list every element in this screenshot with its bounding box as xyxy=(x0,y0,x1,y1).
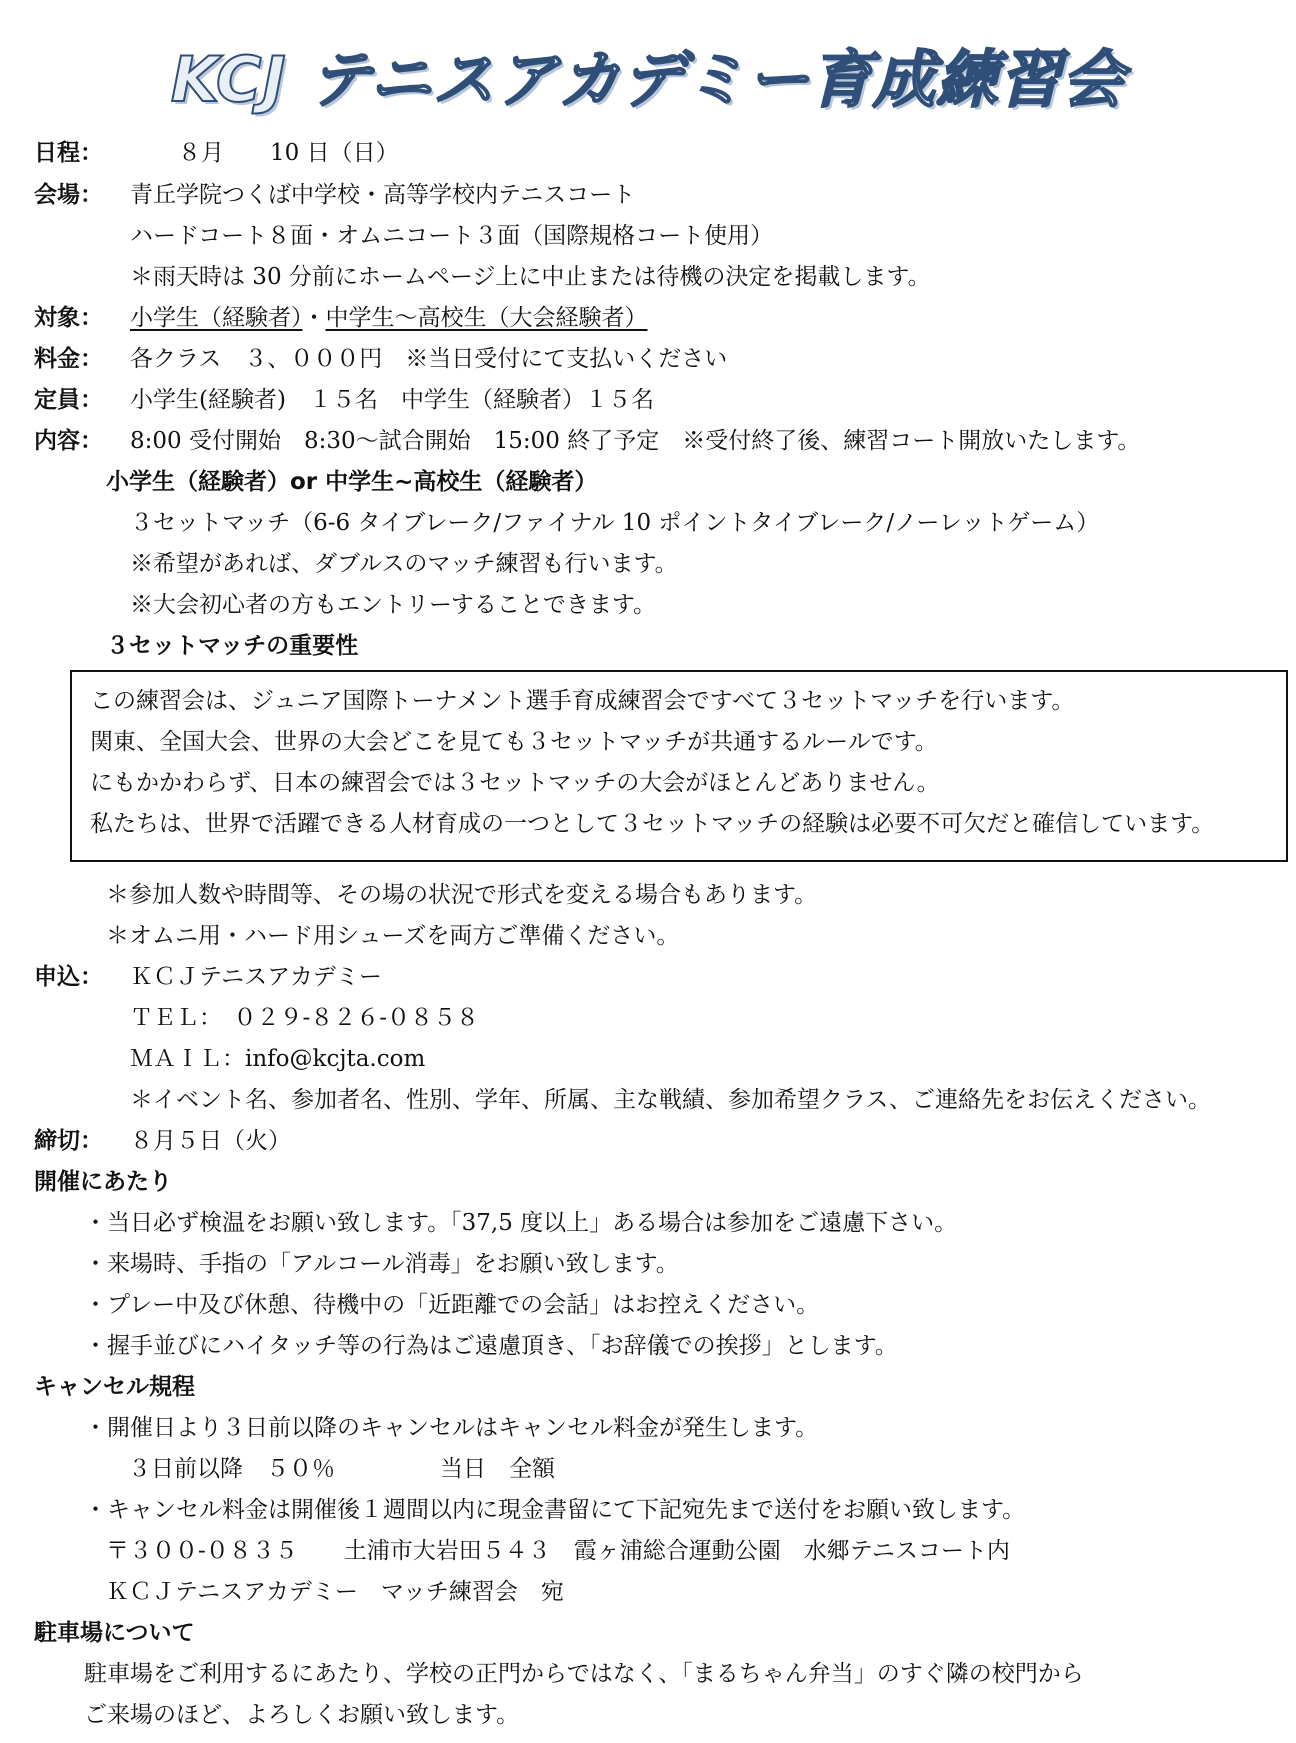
capacity-value: 小学生(経験者) １５名 中学生（経験者）１５名 xyxy=(130,387,654,413)
fee-value: 各クラス ３、０００円 ※当日受付にて支払いください xyxy=(130,346,728,372)
schedule-label: 日程： xyxy=(34,140,103,166)
target-elementary: 小学生（経験者） xyxy=(130,305,303,331)
target-separator: ・ xyxy=(302,305,326,331)
schedule-month: ８月 xyxy=(178,140,224,166)
content-times: 8:00 受付開始 8:30～試合開始 15:00 終了予定 ※受付終了後、練習コート開放いたします。 xyxy=(130,428,1141,454)
venue-line2: ハードコート８面・オムニコート３面（国際規格コート使用） xyxy=(130,223,774,249)
parking-heading: 駐車場について xyxy=(34,1620,195,1646)
precaution-item: ・来場時、手指の「アルコール消毒」をお願い致します。 xyxy=(84,1251,679,1277)
box-line: 関東、全国大会、世界の大会どこを見ても３セットマッチが共通するルールです。 xyxy=(90,729,938,755)
content-label: 内容： xyxy=(34,428,103,454)
cancel-rate-sameday: 当日 全額 xyxy=(440,1456,555,1482)
venue-line1: 青丘学院つくば中学校・高等学校内テニスコート xyxy=(130,182,636,208)
fee-label: 料金： xyxy=(34,346,103,372)
beginner-note: ※大会初心者の方もエントリーすることできます。 xyxy=(130,592,657,618)
match-format: ３セットマッチ（6-6 タイブレーク/ファイナル 10 ポイントタイブレーク/ノーレットゲーム） xyxy=(130,510,1100,536)
page-title: KCJ テニスアカデミー育成練習会 xyxy=(170,43,1126,116)
shoes-note: ＊オムニ用・ハード用シューズを両方ご準備ください。 xyxy=(106,923,680,949)
venue-label: 会場： xyxy=(34,182,103,208)
parking-line2: ご来場のほど、よろしくお願い致します。 xyxy=(84,1702,520,1728)
cancel-recipient: ＫＣＪテニスアカデミー マッチ練習会 宛 xyxy=(106,1579,564,1605)
cancel-heading: キャンセル規程 xyxy=(34,1374,195,1400)
target-label: 対象： xyxy=(34,305,103,331)
application-org: ＫＣＪテニスアカデミー xyxy=(130,964,382,990)
importance-heading: ３セットマッチの重要性 xyxy=(106,633,359,659)
precaution-item: ・当日必ず検温をお願い致します。「37,5 度以上」ある場合は参加をご遠慮下さい。 xyxy=(84,1210,958,1236)
application-mail: ＭＡＩＬ：info@kcjta.com xyxy=(130,1046,426,1072)
precaution-item: ・プレー中及び休憩、待機中の「近距離での会話」はお控えください。 xyxy=(84,1292,820,1318)
cancel-item1: ・開催日より３日前以降のキャンセルはキャンセル料金が発生します。 xyxy=(84,1415,819,1441)
capacity-label: 定員： xyxy=(34,387,103,413)
parking-line1: 駐車場をご利用するにあたり、学校の正門からではなく、「まるちゃん弁当」のすぐ隣の校門から xyxy=(84,1661,1084,1687)
precaution-item: ・握手並びにハイタッチ等の行為はご遠慮頂き、「お辞儀での挨拶」とします。 xyxy=(84,1333,898,1359)
box-line: にもかかわらず、日本の練習会では３セットマッチの大会がほとんどありません。 xyxy=(90,770,940,796)
target-junior-high: 中学生～高校生（大会経験者） xyxy=(325,305,648,331)
format-change-note: ＊参加人数や時間等、その場の状況で形式を変える場合もあります。 xyxy=(106,882,818,908)
box-line: 私たちは、世界で活躍できる人材育成の一つとして３セットマッチの経験は必要不可欠だと確信しています。 xyxy=(90,811,1215,837)
venue-line3: ＊雨天時は 30 分前にホームページ上に中止または待機の決定を掲載します。 xyxy=(130,264,931,290)
cancel-rate-3days: ３日前以降 ５０％ xyxy=(128,1456,335,1482)
application-note: ＊イベント名、参加者名、性別、学年、所属、主な戦績、参加希望クラス、ご連絡先をお伝えください。 xyxy=(130,1087,1211,1113)
application-label: 申込： xyxy=(34,964,103,990)
box-line: この練習会は、ジュニア国際トーナメント選手育成練習会ですべて３セットマッチを行います。 xyxy=(90,688,1075,714)
doubles-note: ※希望があれば、ダブルスのマッチ練習も行います。 xyxy=(130,551,678,577)
cancel-address: 〒３００-０８３５ 土浦市大岩田５４３ 霞ヶ浦総合運動公園 水郷テニスコート内 xyxy=(106,1538,1010,1564)
class-heading: 小学生（経験者）or 中学生~高校生（経験者） xyxy=(106,469,598,495)
target-value xyxy=(130,303,648,333)
deadline-value: ８月５日（火） xyxy=(130,1128,291,1154)
application-tel: ＴＥＬ： ０２９-８２６-０８５８ xyxy=(130,1005,480,1031)
precautions-heading: 開催にあたり xyxy=(34,1169,172,1195)
cancel-item2: ・キャンセル料金は開催後１週間以内に現金書留にて下記宛先まで送付をお願い致します。 xyxy=(84,1497,1026,1523)
importance-box xyxy=(70,670,1288,862)
deadline-label: 締切： xyxy=(34,1128,103,1154)
schedule-day: 10 日（日） xyxy=(270,140,399,166)
